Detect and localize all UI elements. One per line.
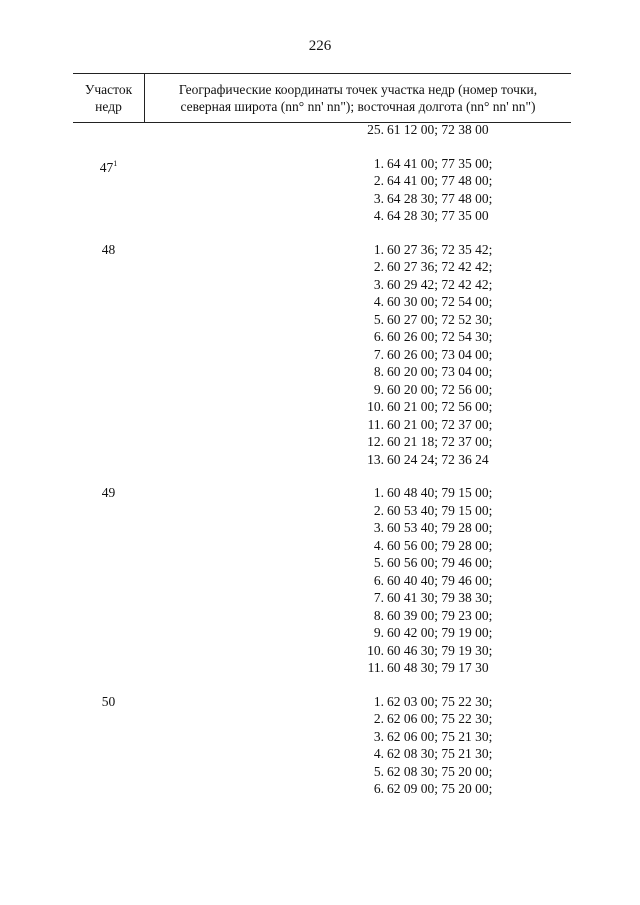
point-number: 6. [373,572,384,588]
point-row [144,710,571,728]
subsoil-area-id [73,484,144,677]
point-row [144,172,571,190]
point-row [144,607,571,625]
subsoil-area-number: 50 [101,693,116,709]
point-coordinates: 60 42 00; 79 19 00; [387,625,493,640]
subsoil-area-block [73,241,571,469]
point-row [144,728,571,746]
point-row [144,328,571,346]
point-row [144,311,571,329]
header-subsoil-area-line2: недр [95,99,122,114]
point-coordinates: 62 06 00; 75 22 30; [387,711,493,726]
subsoil-area-id [73,121,144,139]
point-number: 6. [373,329,384,344]
subsoil-area-number: 47 [99,159,114,175]
point-number: 2. [373,173,384,188]
header-coordinates-line2: северная широта (nn° nn' nn"); восточная долгота (nn° nn' nn") [180,99,536,114]
point-coordinates: 60 39 00; 79 23 00; [387,607,493,623]
point-list [144,693,571,798]
point-number: 3. [373,520,384,535]
point-row [144,519,571,537]
point-row [144,484,571,502]
point-number: 8. [373,364,384,379]
point-number: 2. [373,502,384,518]
point-row [144,451,571,469]
point-row [144,572,571,590]
subsoil-area-block [73,693,571,798]
point-row [144,363,571,381]
coordinates-table-body [73,121,571,814]
point-number: 9. [373,625,384,640]
point-number: 4. [373,746,384,761]
point-row [144,745,571,763]
point-list [144,155,571,225]
point-coordinates: 60 27 36; 72 35 42; [387,241,493,257]
point-row [144,780,571,798]
point-number: 5. [373,763,384,779]
point-coordinates: 60 27 36; 72 42 42; [387,259,493,274]
header-subsoil-area [73,74,145,122]
point-row [144,190,571,208]
point-number: 2. [373,259,384,274]
point-row [144,241,571,259]
point-coordinates: 64 28 30; 77 48 00; [387,190,493,206]
point-coordinates: 62 06 00; 75 21 30; [387,728,493,744]
point-row [144,589,571,607]
point-coordinates: 60 30 00; 72 54 00; [387,294,493,309]
point-number: 1. [373,693,384,709]
point-row [144,642,571,660]
point-coordinates: 64 28 30; 77 35 00 [387,208,489,223]
table-header [73,73,571,123]
point-number: 2. [373,711,384,726]
point-list [144,484,571,677]
page-number: 226 [308,38,332,54]
point-coordinates: 60 40 40; 79 46 00; [387,572,493,588]
point-number: 4. [373,208,384,223]
subsoil-area-superscript: 1 [113,158,118,168]
point-row [144,763,571,781]
point-coordinates: 62 08 30; 75 20 00; [387,763,493,779]
point-coordinates: 60 21 18; 72 37 00; [387,434,493,449]
point-coordinates: 60 53 40; 79 28 00; [387,520,493,535]
point-coordinates: 60 48 40; 79 15 00; [387,485,493,500]
point-number: 10. [367,399,384,414]
point-row [144,398,571,416]
point-number: 5. [373,311,384,327]
subsoil-area-block [73,484,571,677]
point-number: 6. [373,781,384,796]
point-row [144,659,571,677]
point-list [144,121,571,139]
subsoil-area-block [73,155,571,225]
point-coordinates: 60 53 40; 79 15 00; [387,502,493,518]
point-number: 1. [373,241,384,257]
point-coordinates: 60 20 00; 73 04 00; [387,364,493,379]
point-list [144,241,571,469]
point-row [144,554,571,572]
point-coordinates: 60 29 42; 72 42 42; [387,276,493,292]
point-number: 9. [373,381,384,397]
point-coordinates: 60 24 24; 72 36 24 [387,451,489,467]
point-row [144,121,571,139]
header-subsoil-area-line1: Участок [84,82,133,97]
point-coordinates: 60 48 30; 79 17 30 [387,660,489,675]
point-number: 25. [367,122,384,137]
subsoil-area-id [73,693,144,798]
point-row [144,502,571,520]
point-number: 12. [367,434,384,449]
point-number: 1. [373,155,384,171]
point-coordinates: 62 09 00; 75 20 00; [387,781,493,796]
point-coordinates: 61 12 00; 72 38 00 [387,122,489,137]
point-coordinates: 60 46 30; 79 19 30; [387,642,493,658]
point-coordinates: 60 20 00; 72 56 00; [387,381,493,397]
point-row [144,207,571,225]
point-coordinates: 60 27 00; 72 52 30; [387,311,493,327]
subsoil-area-id [73,155,144,225]
point-coordinates: 60 21 00; 72 56 00; [387,399,493,414]
point-coordinates: 62 08 30; 75 21 30; [387,746,493,761]
point-coordinates: 64 41 00; 77 48 00; [387,173,493,188]
subsoil-area-block [73,121,571,139]
subsoil-area-number: 48 [101,241,116,257]
point-number: 7. [373,346,384,362]
point-number: 4. [373,537,384,553]
point-number: 11. [367,416,384,432]
point-number: 8. [373,607,384,623]
header-coordinates-line1: Географические координаты точек участка недр (номер точки, [178,82,538,97]
subsoil-area-id [73,241,144,469]
point-row [144,381,571,399]
subsoil-area-number: 49 [101,485,116,500]
point-row [144,346,571,364]
point-row [144,276,571,294]
point-coordinates: 64 41 00; 77 35 00; [387,155,493,171]
point-row [144,155,571,173]
point-number: 10. [367,642,384,658]
point-number: 3. [373,728,384,744]
point-row [144,293,571,311]
point-number: 3. [373,190,384,206]
point-coordinates: 60 26 00; 73 04 00; [387,346,493,362]
point-row [144,693,571,711]
point-coordinates: 60 21 00; 72 37 00; [387,416,493,432]
point-row [144,258,571,276]
point-number: 5. [373,555,384,570]
point-row [144,624,571,642]
point-number: 7. [373,590,384,605]
point-coordinates: 60 41 30; 79 38 30; [387,590,493,605]
point-number: 1. [373,485,384,500]
point-row [144,537,571,555]
point-number: 11. [367,660,384,675]
point-coordinates: 60 56 00; 79 28 00; [387,537,493,553]
point-number: 3. [373,276,384,292]
point-number: 4. [373,294,384,309]
point-row [144,433,571,451]
point-coordinates: 60 26 00; 72 54 30; [387,329,493,344]
point-number: 13. [367,451,384,467]
point-coordinates: 60 56 00; 79 46 00; [387,555,493,570]
point-row [144,416,571,434]
header-coordinates [145,74,571,122]
point-coordinates: 62 03 00; 75 22 30; [387,693,493,709]
